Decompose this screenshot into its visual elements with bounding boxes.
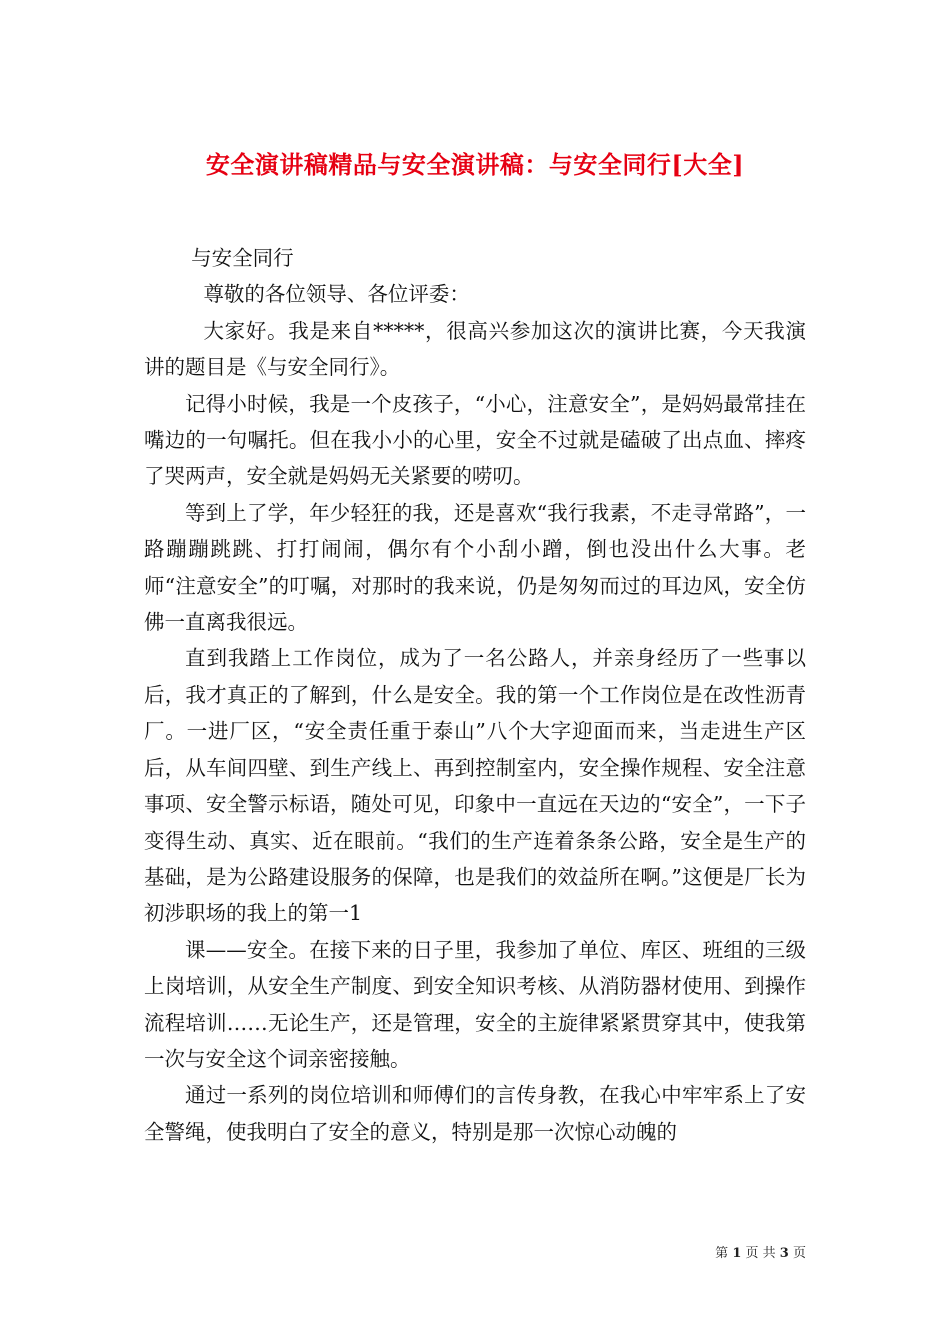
document-title: 安全演讲稿精品与安全演讲稿：与安全同行[大全] — [205, 150, 745, 180]
footer-total-pages: 3 — [779, 1246, 789, 1261]
footer-suffix: 页 — [792, 1246, 806, 1261]
paragraph-4: 直到我踏上工作岗位，成为了一名公路人，并亲身经历了一些事以后，我才真正的了解到，什么是安全。我的第一个工作岗位是在改性沥青厂。一进厂区，“安全责任重于泰山”八个大字迎面而来，当走进生产区后，从车间四壁、到生产线上、再到控制室内，安全操作规程、安全注意事项、安全警示标语，随处可见，印象中一直远在天边的“安全”，一下子变得生动、真实、近在眼前。“我们的生产连着条条公路，安全是生产的基础，是为公路建设服务的保障，也是我们的效益所在啊。”这便是厂长为初涉职场的我上的第一1 — [144, 646, 806, 926]
footer-prefix: 第 — [715, 1246, 729, 1261]
footer-current-page: 1 — [732, 1246, 742, 1261]
page-number-footer — [715, 1245, 806, 1263]
document-body — [144, 240, 806, 1150]
paragraph-6: 通过一系列的岗位培训和师傅们的言传身教，在我心中牢牢系上了安全警绳，使我明白了安全的意义，特别是那一次惊心动魄的 — [144, 1083, 806, 1144]
speech-greeting: 尊敬的各位领导、各位评委： — [203, 282, 470, 307]
footer-middle: 页 共 — [745, 1246, 776, 1261]
paragraph-3: 等到上了学，年少轻狂的我，还是喜欢“我行我素，不走寻常路”，一路蹦蹦跳跳、打打闹闹，偶尔有个小刮小蹭，倒也没出什么大事。老师“注意安全”的叮嘱，对那时的我来说，仍是匆匆而过的耳边风，安全仿佛一直离我很远。 — [144, 500, 806, 635]
paragraph-2: 记得小时候，我是一个皮孩子，“小心，注意安全”，是妈妈最常挂在嘴边的一句嘱托。但在我小小的心里，安全不过就是磕破了出点血、摔疼了哭两声，安全就是妈妈无关紧要的唠叨。 — [144, 391, 806, 489]
paragraph-5: 课——安全。在接下来的日子里，我参加了单位、库区、班组的三级上岗培训，从安全生产制度、到安全知识考核、从消防器材使用、到操作流程培训……无论生产，还是管理，安全的主旋律紧紧贯穿其中，使我第一次与安全这个词亲密接触。 — [144, 937, 806, 1071]
speech-subtitle: 与安全同行 — [191, 246, 294, 270]
paragraph-1: 大家好。我是来自*****，很高兴参加这次的演讲比赛，今天我演讲的题目是《与安全同行》。 — [144, 318, 806, 380]
